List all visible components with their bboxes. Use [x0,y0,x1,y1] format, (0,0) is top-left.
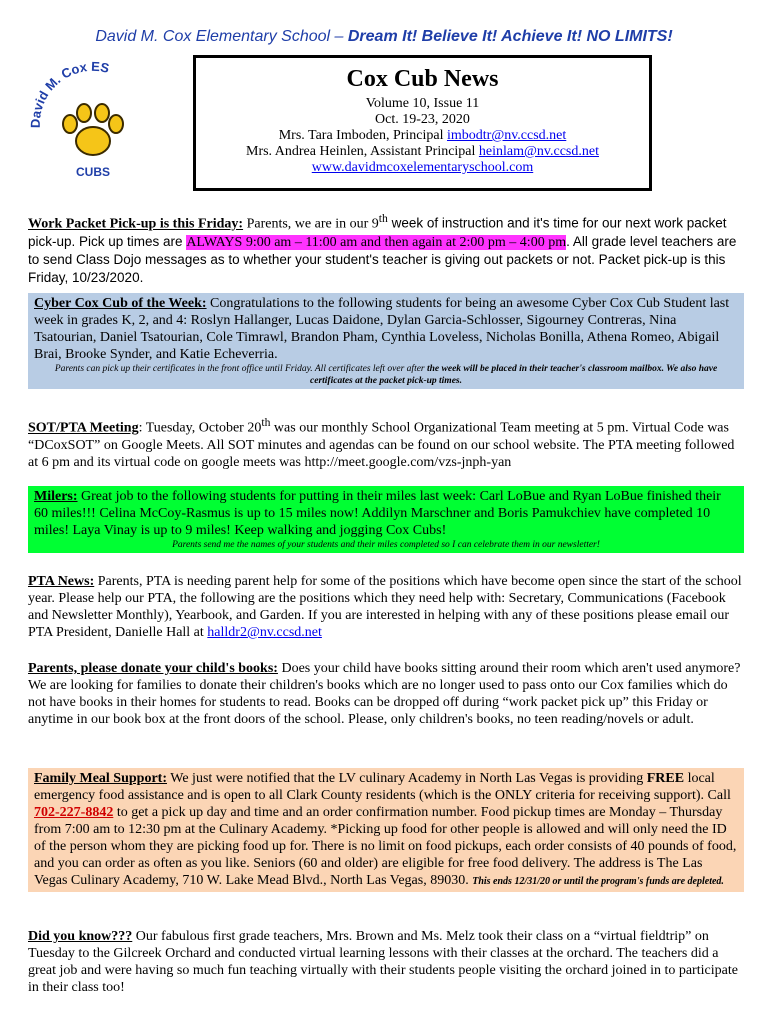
masthead-box [193,55,652,191]
cyber-note-part2: the week will be placed in their teacher's classroom mailbox. We also have certificates at the packet pick-up times. [310,364,718,386]
sot-heading: SOT/PTA Meeting [28,420,139,436]
cyber-cub-heading: Cyber Cox Cub of the Week: [34,296,207,311]
milers-heading: Milers: [34,489,78,504]
school-website-link[interactable]: www.davidmcoxelementaryschool.com [311,160,534,175]
principal-email-link[interactable]: imbodtr@nv.ccsd.net [446,128,567,143]
cyber-note-part1: Parents can pick up their certificates in the front office until Friday. All certificates left over after [54,364,427,374]
family-meal-text: We just were notified that the LV culinary Academy in North Las Vegas is providing [167,771,647,786]
sot-pta-section [28,414,744,471]
cyber-cub-text: Congratulations to the following students for being an awesome Cyber Cox Cub Student last week in grades K, 2, and 4: Roslyn Hallanger, Lucas Daidone, Dylan Garcia-Schlosser, Sigourney Contreras, Nina Tsatourian, Daniel Tsatourian, Cole Timrawl, Brandon Pham, Cynthia Loveless, Nicholas Bonilla, Athena Romeo, Abigail Brai, Brooke Synder, and Katie Echeverria. [34,296,730,362]
did-you-know-heading: Did you know??? [28,929,133,944]
work-packet-text-2: week of instruction and it's time for our next work packet pick-up. Pick up times are [28,215,727,249]
meal-program-note: This ends 12/31/20 or until the program's funds are depleted. [472,876,724,887]
ordinal-suffix: th [378,212,388,225]
ordinal-suffix: th [261,416,271,429]
pta-news-heading: PTA News: [28,574,95,589]
pickup-times-highlight: ALWAYS 9:00 am – 11:00 am and then again at 2:00 pm – 4:00 pm [186,234,567,250]
family-meal-text-3: to get a pick up day and time and an order confirmation number. Food pickup times are Monday – Thursday from 7:00 am to 12:30 pm at the Culinary Academy. *Picking up food for other people is allowed and will only need the ID of the person whom they are picking food up for. There is no limit on food pickups, each order consists of 40 pounds of food, and you can order as often as you like. Seniors (60 and older) are eligible for free food delivery. The address is The Las Vegas Culinary Academy, 710 W. Lake Mead Blvd., North Las Vegas, 89030. [34,805,737,888]
school-motto: Dream It! Believe It! Achieve It! NO LIMITS! [347,28,673,45]
school-name: David M. Cox Elementary School [95,28,331,45]
work-packet-text-3: . All grade level teachers are to send Class Dojo messages as to whether your student's teacher is giving out packets or not. Packet pick-up is this Friday, 10/23/2020. [28,233,737,285]
paw-print-icon [63,104,123,155]
cyber-cub-note [34,363,738,387]
school-logo [28,58,158,183]
work-packet-heading: Work Packet Pick-up is this Friday: [28,216,244,232]
volume-issue: Volume 10, Issue 11 [365,96,480,111]
assistant-principal-email-link[interactable]: heinlam@nv.ccsd.net [478,144,599,159]
work-packet-section [28,210,744,287]
milers-note: Parents send me the names of your students and their miles completed so I can celebrate them in our newsletter! [172,540,600,550]
pta-news-section [28,573,744,641]
cyber-cub-section [28,293,744,389]
assistant-principal-name: Mrs. Andrea Heinlen, Assistant Principal [246,144,476,159]
did-you-know-section [28,928,744,996]
issue-dates: Oct. 19-23, 2020 [375,112,470,127]
principal-line [196,128,649,144]
milers-section [28,486,744,553]
family-meal-text-2: local emergency food assistance and is open to all Clark County residents (which is the ONLY criteria for receiving support). Call [34,771,731,803]
book-donation-section [28,660,744,728]
family-meal-heading: Family Meal Support: [34,771,167,786]
work-packet-text: Parents, we are in our 9 [243,216,379,232]
free-emphasis: FREE [646,771,685,786]
pta-president-email-link[interactable]: halldr2@nv.ccsd.net [207,625,322,640]
book-donation-heading: Parents, please donate your child's books: [28,661,278,676]
sot-text-2: was our monthly School Organizational Team meeting at 5 pm. Virtual Code was “DCoxSOT” on Google Meets. All SOT minutes and agendas can be found on our school website. The PTA meeting followed at 6 pm and its virtual code on google meets was http://meet.google.com/vzs-jnph-yan [28,420,735,470]
logo-top-text: David M. Cox ES [28,58,111,129]
principal-name: Mrs. Tara Imboden, Principal [278,128,444,143]
pta-news-text: Parents, PTA is needing parent help for some of the positions which have become open since the start of the school year. Please help our PTA, the following are the positions which they need help with: Secretary, Communications (Facebook and Newsletter Monthly), Yearbook, and Garden. If you are interested in helping with any of these positions please email our PTA President, Danielle Hall at [28,574,742,640]
milers-text: Great job to the following students for putting in their miles last week: Carl LoBue and Ryan LoBue finished their 60 miles!!! Celina McCoy-Rasmus is up to 15 miles now! Addilyn Marschner and Boris Pamukchiev have completed 10 miles! Laya Vinay is up to 9 miles! Keep walking and jogging Cox Cubs! [34,489,721,538]
sot-text: : Tuesday, October 20 [138,420,262,436]
newsletter-header [0,28,768,46]
newsletter-title: Cox Cub News [346,66,499,92]
assistant-principal-line [196,144,649,160]
logo-bottom-text: CUBS [75,165,111,179]
meal-phone-link[interactable]: 702-227-8842 [34,805,114,820]
book-donation-text: Does your child have books sitting around their room which aren't used anymore? We are looking for families to donate their children's books which are no longer used to pass onto our Cox families which do not have books in their homes for students to read. Books can be dropped off during “work packet pick up” this Friday or anytime in our book box at the front doors of the school. Please, only children's books, no teen reading/novels or adult. [28,661,741,727]
did-you-know-text: Our fabulous first grade teachers, Mrs. Brown and Ms. Melz took their class on a “virtual fieldtrip” on Tuesday to the Gilcreek Orchard and conducted virtual learning lessons with their classes at the orchard. The teachers did a great job and were having so much fun teaching virtually with their students people visiting the orchard joined in to participate in their class too! [28,929,738,995]
family-meal-section [28,768,744,892]
header-dash: – [330,28,348,45]
